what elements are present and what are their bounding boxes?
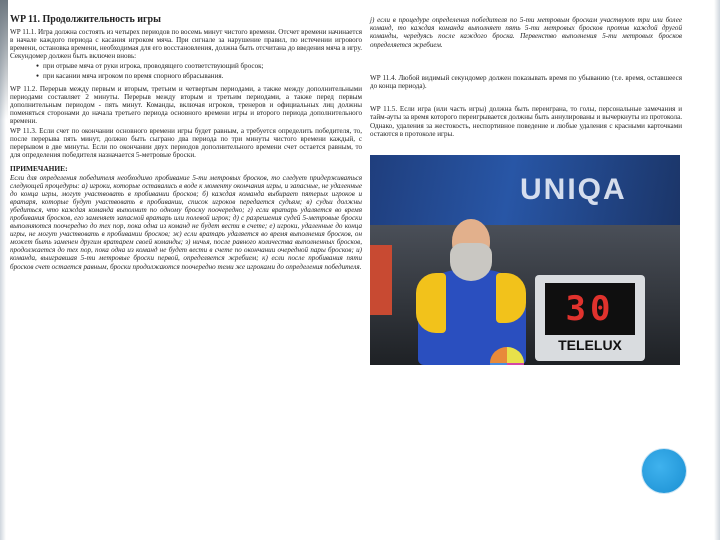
official-figure [410, 215, 530, 365]
shot-clock [535, 275, 645, 361]
shot-clock-display: 30 [545, 283, 635, 335]
shot-clock-brand: TELELUX [558, 337, 622, 353]
shirt-sleeve-left [416, 273, 446, 333]
sponsor-logo: UNIQA [520, 173, 627, 206]
section-title: WP 11. Продолжительность игры [10, 14, 161, 25]
list-item: ● при отрыве мяча от руки игрока, проводящего соответствующий бросок; [36, 62, 362, 72]
decorative-circle [642, 449, 686, 493]
rule-11-1: WP 11.1. Игра должна состоять из четырех периодов по восемь минут чистого времени. Отсчет времени начинается в начале каждого периода с касания игроком мяча. При сигнале за нарушение правил, по истечении игрового времени, остановка времени, необходимая для его восстановления, должна быть отсчитана до введения мяча в игру. Секундомер должен быть включен вновь: [10, 28, 362, 61]
rule-11-4: WP 11.4. Любой видимый секундомер должен показывать время по убыванию (т.е. время, оставшееся до конца периода). [370, 73, 682, 91]
rule-11-3: WP 11.3. Если счет по окончании основного времени игры будет равным, а требуется определить победителя, то, после перерыва пять минут, должно быть сыграно два периода по три минуты чистого времени каждый, с перерывом в две минуты. Если по окончании двух периодов дополнительного времени счет остается равным, то для определения победителя назначается 5-метровые броски. [10, 127, 362, 160]
note-text: Если для определения победителя необходимо пробивание 5-ти метровых бросков, то следует придерживаться следующей процедуры: а) игроки, которые оставались в воде к моменту окончания игры, и запасные, не удаленные до конца игры, могут участвовать в пробивании бросков; б) каждая команда выбирает пятерых игроков и вратаря, которые будут участвовать в пробивании, список игроков передается судьям; в) судьи должны убедиться, что каждая команда выполнит по одному броску поочередно; г) если вратарь удаляется во время пробивания бросков, его заменяет запасной вратарь или полевой игрок; д) с разрешения судей 5-метровые броски выполняются поочередно до тех пор, пока одна из команд не будет вести в счете; е) игроки, удаленные до конца игры, не могут участвовать в пробивании бросков; ж) если вратарь удаляется во время выполнения бросков, он может быть заменен другим вратарем своей команды; з) ничья, после равного количества выполненных бросков, продолжается до тех пор, пока одна из команд не будет вести в счете по окончании очередной пары бросков; и) команда, выигравшая 5-ти метровые броски первой, определяется жребием; к) если после пробивания пяти бросков счет остается равным, броски продолжаются поочередно теми же игроками до определения победителя. [10, 173, 362, 271]
rules-left-column [10, 14, 362, 526]
slide-right-edge [714, 0, 720, 540]
rule-11-2: WP 11.2. Перерыв между первым и вторым, третьим и четвертым периодами, а также между дополнительными периодами составляет 2 минуты. Перерыв между вторым и третьим периодами, а также перед первым дополнительным периодом - пять минут. Команды, включая игроков, тренеров и официальных лиц должны поменяться сторонами до начала третьего периода основного времени игры и второго периода дополнительного времени. [10, 84, 362, 125]
official-beard [450, 243, 492, 281]
restart-conditions-list [36, 62, 362, 82]
note-heading: ПРИМЕЧАНИЕ: [10, 164, 68, 174]
note-item-j: j) если в процедуре определения победителя по 5-ти метровым броскам участвуют три или более команд, то каждая команда выполняет пять 5-ти метровых бросков против каждой другой команды, чередуясь после каждого броска. Первенство выполнения 5-ти метровых бросков определяется жребием. [370, 16, 682, 49]
rule-11-5: WP 11.5. Если игра (или часть игры) должна быть переиграна, то голы, персональные замечания и тайм-ауты за время которого переигрывается должны быть аннулированы и вычеркнуты из протокола. Однако, удаления за жестокость, неспортивное поведение и любые удаления с красными карточками остаются в протоколе игры. [370, 105, 682, 138]
list-item: ● при касании мяча игроком по время спорного вбрасывания. [36, 72, 362, 82]
spectator-figure [370, 245, 392, 315]
slide-corner-shadow [0, 0, 8, 120]
shirt-sleeve-right [496, 273, 526, 323]
referee-photo [370, 155, 680, 365]
rules-right-column [370, 16, 682, 141]
